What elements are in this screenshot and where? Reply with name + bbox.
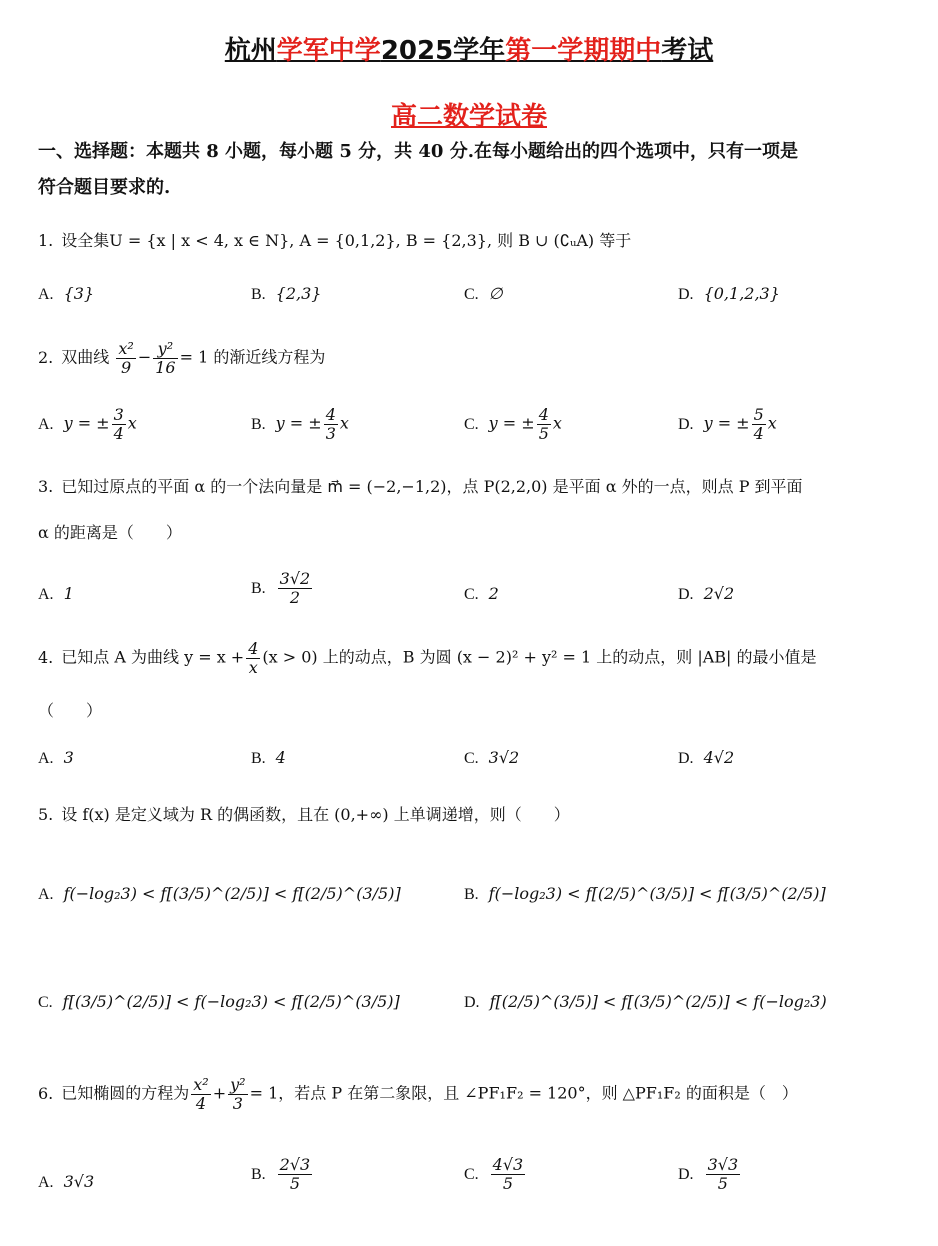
question-1 — [38, 228, 631, 251]
q6-option-a[interactable] — [38, 1172, 94, 1192]
question-number: 4. — [38, 647, 54, 667]
fraction — [706, 1156, 741, 1192]
option-label: D. — [678, 1165, 694, 1183]
fraction — [116, 340, 135, 376]
option-value: 2 — [488, 584, 499, 603]
numerator: 2√3 — [279, 1155, 311, 1174]
q4-option-c[interactable] — [464, 748, 519, 768]
option-value: 3 — [63, 748, 74, 767]
option-suffix: x — [127, 413, 137, 433]
denominator: 3 — [325, 423, 336, 443]
stem-text: = 1，若点 P 在第二象限，且 ∠PF₁F₂ = 120°，则 △PF₁F₂ 的面积是（ ） — [249, 1083, 798, 1103]
numerator: x² — [193, 1075, 209, 1094]
fraction — [324, 406, 338, 442]
denominator: 5 — [717, 1173, 728, 1193]
option-suffix: x — [339, 413, 349, 433]
option-value: 3√2 — [488, 748, 520, 767]
numerator: 4 — [325, 405, 336, 424]
title-part-1: 杭州 — [224, 36, 277, 66]
numerator: 4√3 — [492, 1155, 524, 1174]
q5-option-b[interactable] — [464, 884, 826, 904]
option-value: f(−log₂3) < f[(2/5)^(3/5)] < f[(3/5)^(2/5)] — [488, 884, 826, 903]
option-label: C. — [464, 750, 479, 767]
option-label: C. — [464, 286, 479, 303]
option-label: A. — [38, 886, 54, 903]
option-label: B. — [251, 750, 266, 767]
section-line-1: 一、选择题：本题共 8 小题，每小题 5 分，共 40 分.在每小题给出的四个选项中，只有一项是 — [38, 141, 798, 162]
q3-option-a[interactable] — [38, 584, 74, 604]
numerator: 3 — [113, 405, 124, 424]
option-prefix: y = ± — [488, 413, 535, 433]
question-4-line-2 — [38, 698, 102, 721]
option-label: A. — [38, 415, 54, 433]
fraction — [752, 406, 766, 442]
option-value: f(−log₂3) < f[(3/5)^(2/5)] < f[(2/5)^(3/5)] — [63, 884, 401, 903]
option-label: A. — [38, 586, 54, 603]
option-label: A. — [38, 750, 54, 767]
stem-text: α 的距离是（ ） — [38, 523, 182, 542]
question-number: 5. — [38, 805, 54, 824]
q1-option-c[interactable] — [464, 284, 503, 304]
option-label: D. — [678, 415, 694, 433]
question-5 — [38, 802, 570, 825]
denominator: 4 — [113, 423, 124, 443]
option-label: C. — [464, 415, 479, 433]
option-label: A. — [38, 286, 54, 303]
question-stem: 设全集U = {x | x < 4, x ∈ N}, A = {0,1,2}, B = {2,3}, 则 B ∪ (∁ᵤA) 等于 — [61, 231, 632, 250]
q3-option-b[interactable] — [251, 570, 314, 606]
option-value: 3√3 — [63, 1172, 95, 1191]
numerator: 3√2 — [279, 569, 311, 588]
title-part-2: 学军中学 — [276, 36, 381, 66]
option-label: C. — [38, 994, 53, 1011]
operator: − — [137, 347, 152, 367]
option-label: B. — [251, 286, 266, 303]
title-part-4: 第一学期期中 — [505, 36, 662, 66]
question-3 — [38, 474, 803, 497]
option-label: D. — [678, 286, 694, 303]
section-heading — [38, 134, 898, 206]
title-part-5: 考试 — [661, 36, 714, 66]
denominator: 5 — [289, 1173, 301, 1193]
fraction — [153, 340, 177, 376]
q2-option-d[interactable] — [678, 406, 777, 442]
denominator: 16 — [155, 357, 176, 377]
option-label: D. — [678, 750, 694, 767]
exam-subtitle: 高二数学试卷 — [390, 102, 547, 132]
option-prefix: y = ± — [63, 413, 110, 433]
option-value: 1 — [63, 584, 74, 603]
option-label: C. — [464, 586, 479, 603]
option-value: f[(3/5)^(2/5)] < f(−log₂3) < f[(2/5)^(3/5)] — [62, 992, 400, 1011]
question-2 — [38, 340, 325, 376]
question-number: 6. — [38, 1083, 54, 1103]
numerator: 5 — [753, 405, 764, 424]
stem-text: （ ） — [38, 701, 103, 720]
exam-title — [0, 30, 938, 67]
q2-option-b[interactable] — [251, 406, 349, 442]
q1-option-b[interactable] — [251, 284, 321, 304]
option-value: {2,3} — [275, 284, 322, 303]
denominator: x — [248, 657, 258, 677]
numerator: 3√3 — [707, 1155, 739, 1174]
question-number: 3. — [38, 477, 54, 496]
option-value: ∅ — [488, 284, 503, 303]
numerator: y² — [230, 1075, 246, 1094]
q5-option-a[interactable] — [38, 884, 401, 904]
fraction — [278, 1156, 313, 1192]
title-part-3: 2025学年 — [380, 36, 506, 66]
q4-option-b[interactable] — [251, 748, 286, 768]
stem-text: 双曲线 — [61, 347, 110, 367]
numerator: y² — [153, 340, 177, 359]
question-number: 1. — [38, 231, 54, 250]
option-label: B. — [251, 579, 266, 597]
denominator: 4 — [753, 423, 764, 443]
fraction — [112, 406, 126, 442]
q4-option-a[interactable] — [38, 748, 74, 768]
question-3-line-2 — [38, 520, 182, 543]
option-prefix: y = ± — [703, 413, 750, 433]
question-number: 2. — [38, 347, 54, 367]
option-value: {0,1,2,3} — [703, 284, 780, 303]
q5-option-c[interactable] — [38, 992, 400, 1012]
option-prefix: y = ± — [275, 413, 322, 433]
stem-text: 已知点 A 为曲线 y = x + — [61, 647, 245, 667]
option-label: A. — [38, 1174, 54, 1191]
q3-option-c[interactable] — [464, 584, 499, 604]
q4-option-d[interactable] — [678, 748, 734, 768]
q1-option-d[interactable] — [678, 284, 780, 304]
fraction — [278, 570, 313, 606]
option-value: {3} — [63, 284, 95, 303]
option-label: D. — [464, 994, 480, 1011]
stem-text: (x > 0) 上的动点，B 为圆 (x − 2)² + y² = 1 上的动点，则 |AB| 的最小值是 — [262, 647, 817, 667]
denominator: 3 — [232, 1093, 243, 1113]
q6-option-c[interactable] — [464, 1156, 527, 1192]
option-value: 2√2 — [703, 584, 735, 603]
operator: + — [212, 1083, 227, 1103]
stem-text: 设 f(x) 是定义域为 R 的偶函数，且在 (0,+∞) 上单调递增，则（ ） — [61, 805, 570, 824]
numerator: x² — [118, 339, 134, 358]
q5-option-d[interactable] — [464, 992, 827, 1012]
denominator: 9 — [121, 357, 132, 377]
fraction — [246, 640, 260, 676]
denominator: 2 — [289, 587, 301, 607]
denominator: 4 — [195, 1093, 207, 1113]
option-label: B. — [464, 886, 479, 903]
question-6 — [38, 1076, 798, 1112]
numerator: 4 — [248, 639, 259, 658]
q6-option-d[interactable] — [678, 1156, 742, 1192]
option-value: 4√2 — [703, 748, 735, 767]
option-suffix: x — [552, 413, 562, 433]
q3-option-d[interactable] — [678, 584, 734, 604]
numerator: 4 — [538, 405, 549, 424]
option-suffix: x — [767, 413, 777, 433]
section-line-2: 符合题目要求的. — [38, 177, 171, 198]
fraction — [537, 406, 551, 442]
option-label: B. — [251, 1165, 266, 1183]
option-label: B. — [251, 415, 266, 433]
q6-option-b[interactable] — [251, 1156, 314, 1192]
stem-text: 已知过原点的平面 α 的一个法向量是 m⃗ = (−2,−1,2)，点 P(2,2,0) 是平面 α 外的一点，则点 P 到平面 — [61, 477, 803, 496]
denominator: 5 — [538, 423, 549, 443]
question-4 — [38, 640, 817, 676]
fraction — [191, 1076, 210, 1112]
option-label: D. — [678, 586, 694, 603]
stem-text: 已知椭圆的方程为 — [61, 1083, 190, 1103]
fraction — [491, 1156, 526, 1192]
denominator: 5 — [502, 1173, 514, 1193]
stem-text: = 1 的渐近线方程为 — [179, 347, 326, 367]
q2-option-a[interactable] — [38, 406, 137, 442]
option-value: 4 — [275, 748, 286, 767]
option-label: C. — [464, 1165, 479, 1183]
fraction — [228, 1076, 247, 1112]
q2-option-c[interactable] — [464, 406, 562, 442]
option-value: f[(2/5)^(3/5)] < f[(3/5)^(2/5)] < f(−log₂3) — [489, 992, 827, 1011]
q1-option-a[interactable] — [38, 284, 94, 304]
